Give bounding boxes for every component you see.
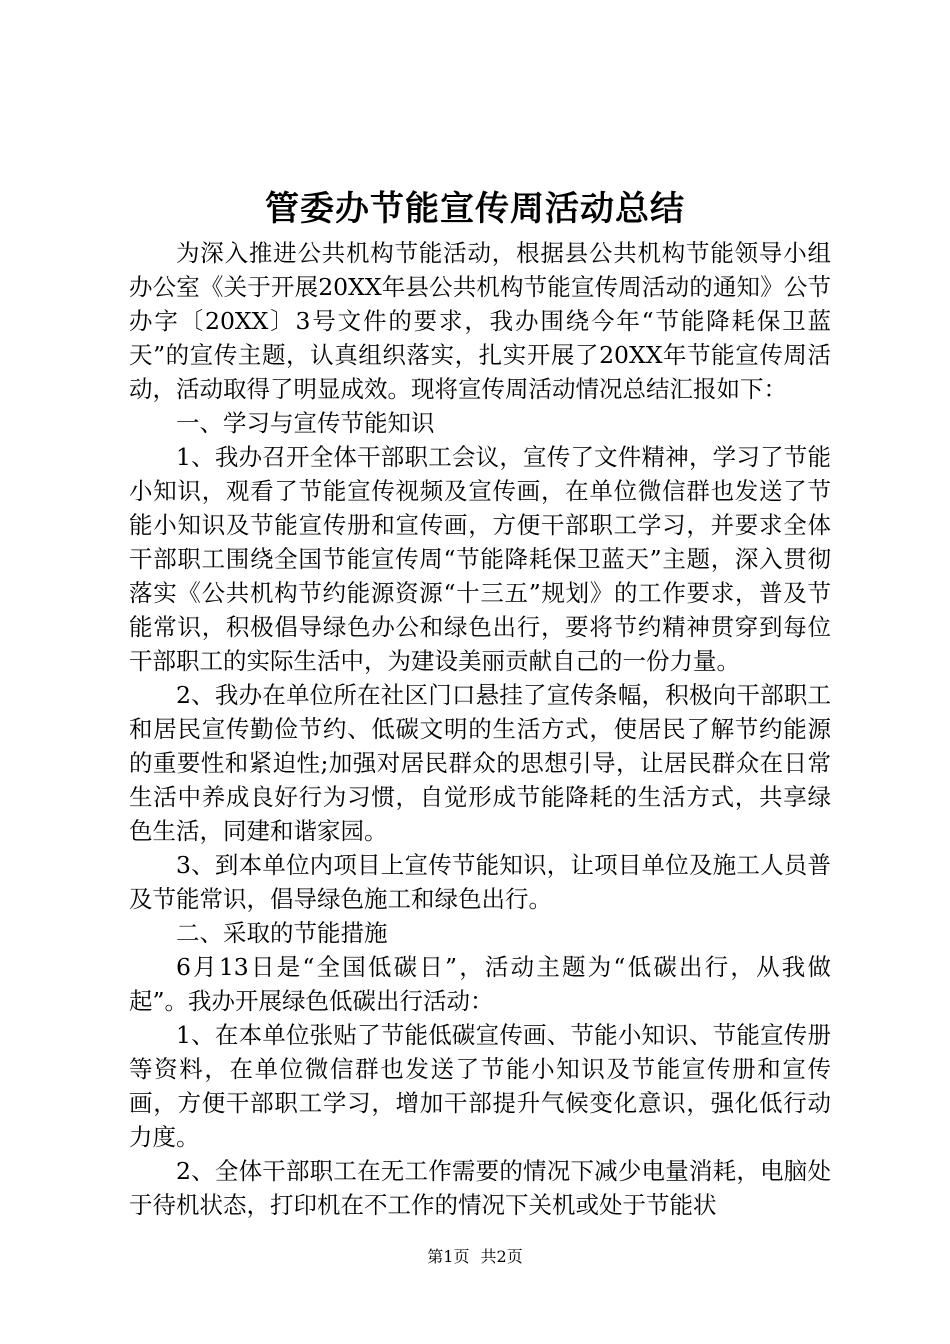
section-heading-1: 一、学习与宣传节能知识 — [176, 409, 435, 437]
paragraph-1-2: 2、我办在单位所在社区门口悬挂了宣传条幅，积极向干部职工和居民宣传勤俭节约、低碳文明的生活方式，使居民了解节约能源的重要性和紧迫性;加强对居民群众的思想引导，让居民群众在日常生活中养成良好行为习惯，自觉形成节能降耗的生活方式，共享绿色生活，同建和谐家园。 — [129, 681, 831, 845]
paragraph-2-intro: 6月13日是“全国低碳日”，活动主题为“低碳出行，从我做起”。我办开展绿色低碳出行活动： — [129, 953, 831, 1015]
page-footer — [0, 1245, 950, 1269]
document-title: 管委办节能宣传周活动总结 — [265, 189, 685, 229]
paragraph-2-1: 1、在本单位张贴了节能低碳宣传画、节能小知识、节能宣传册等资料，在单位微信群也发送了节能小知识及节能宣传册和宣传画，方便干部职工学习，增加干部提升气候变化意识，强化低行动力度。 — [129, 1021, 831, 1151]
document-body — [129, 236, 831, 1222]
paragraph-intro: 为深入推进公共机构节能活动，根据县公共机构节能领导小组办公室《关于开展20XX年县公共机构节能宣传周活动的通知》公节办字〔20XX〕3号文件的要求，我办围绕今年“节能降耗保卫蓝天”的宣传主题，认真组织落实，扎实开展了20XX年节能宣传周活动，活动取得了明显成效。现将宣传周活动情况总结汇报如下： — [129, 239, 831, 403]
section-heading-2: 二、采取的节能措施 — [176, 919, 388, 947]
paragraph-1-1: 1、我办召开全体干部职工会议，宣传了文件精神，学习了节能小知识，观看了节能宣传视频及宣传画，在单位微信群也发送了节能小知识及节能宣传册和宣传画，方便干部职工学习，并要求全体干部职工围绕全国节能宣传周“节能降耗保卫蓝天”主题，深入贯彻落实《公共机构节约能源资源“十三五”规划》的工作要求，普及节能常识，积极倡导绿色办公和绿色出行，要将节约精神贯穿到每位干部职工的实际生活中，为建设美丽贡献自己的一份力量。 — [129, 443, 831, 675]
paragraph-1-3: 3、到本单位内项目上宣传节能知识，让项目单位及施工人员普及节能常识，倡导绿色施工和绿色出行。 — [129, 851, 831, 913]
paragraph-2-2: 2、全体干部职工在无工作需要的情况下减少电量消耗，电脑处于待机状态，打印机在不工作的情况下关机或处于节能状 — [129, 1157, 831, 1219]
page-total: 共2页 — [480, 1247, 523, 1266]
page-number: 第1页 — [427, 1247, 470, 1266]
